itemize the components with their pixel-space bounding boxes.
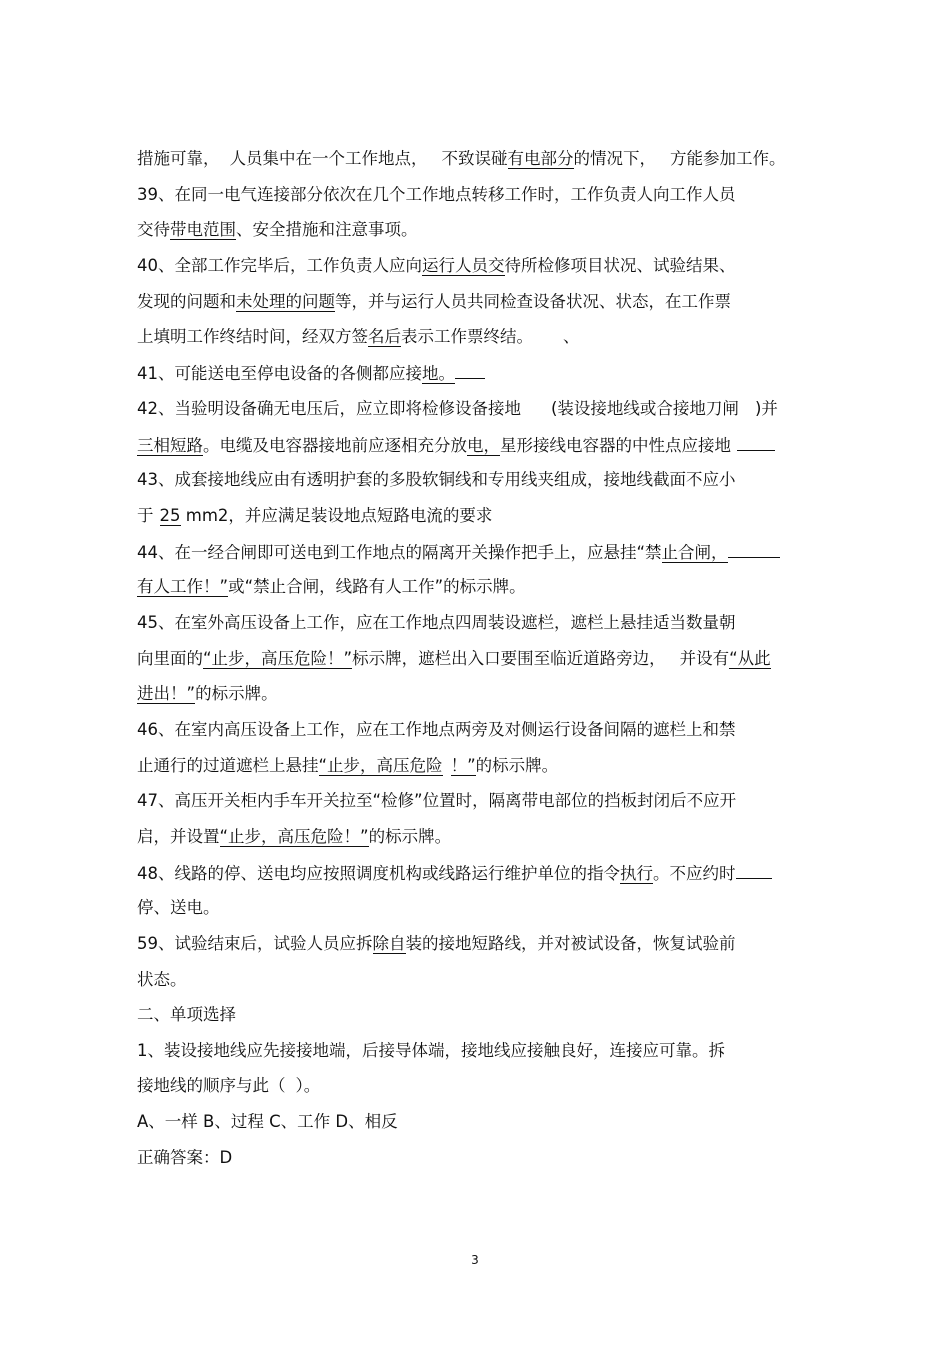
text-line: [137, 1074, 320, 1098]
fill-in-blank: [736, 861, 772, 879]
text-segment: 47、高压开关柜内手车开关拉至“检修”位置时，隔离带电部位的挡板封闭后不应开: [137, 791, 737, 810]
text-segment: 的标示牌。: [195, 684, 278, 703]
text-segment: 启，并设置: [137, 827, 220, 846]
text-segment: 接地线的顺序与此（: [137, 1076, 286, 1095]
text-segment: 人员集中在一个工作地点，: [229, 149, 428, 168]
text-line: [137, 968, 187, 992]
underlined-answer: ！”: [450, 756, 476, 775]
text-segment: 止通行的过道遮栏上悬挂: [137, 756, 319, 775]
text-segment: )并: [754, 399, 778, 418]
text-line: [137, 540, 780, 564]
text-segment: 40、全部工作完毕后，工作负责人应向: [137, 256, 422, 275]
text-line: [137, 611, 736, 635]
underlined-answer: 地。: [422, 364, 455, 383]
text-line: [137, 325, 580, 349]
text-segment: 。不应约时: [653, 864, 736, 883]
text-segment: 正确答案：D: [137, 1148, 233, 1167]
underlined-answer: 止合闸，: [661, 543, 728, 562]
underlined-answer: “止步，高压危险！”: [219, 827, 369, 846]
text-segment: 表示工作票终结。: [401, 327, 533, 346]
text-line: [137, 718, 736, 742]
text-segment: 45、在室外高压设备上工作，应在工作地点四周装设遮栏，遮栏上悬挂适当数量朝: [137, 613, 736, 632]
text-segment: 46、在室内高压设备上工作，应在工作地点两旁及对侧运行设备间隔的遮栏上和禁: [137, 720, 736, 739]
text-segment: 的标示牌。: [368, 827, 452, 846]
text-segment: 并设有: [679, 649, 730, 668]
text-line: [137, 468, 736, 492]
text-segment: 的情况下，: [573, 149, 656, 168]
text-segment: 41、可能送电至停电设备的各侧都应接: [137, 364, 422, 383]
underlined-answer: 除自: [372, 934, 406, 953]
text-segment: 交待: [137, 220, 170, 239]
text-line: [137, 754, 558, 778]
text-segment: ）。: [295, 1076, 321, 1095]
text-segment: 、: [563, 327, 580, 346]
text-segment: 59、试验结束后，试验人员应拆: [137, 934, 373, 953]
text-segment: 于: [137, 506, 154, 525]
underlined-answer: “止步，高压危险: [318, 756, 443, 775]
text-line: [137, 218, 418, 242]
text-line: [137, 254, 736, 278]
text-line: [137, 861, 772, 885]
fill-in-blank: [737, 433, 775, 451]
text-line: [137, 433, 775, 457]
underlined-answer: 有电部分: [507, 149, 574, 168]
text-line: [137, 361, 485, 385]
text-segment: 待所检修项目状况、试验结果、: [504, 256, 736, 275]
text-line: [137, 932, 736, 956]
text-line: [137, 1003, 236, 1027]
text-segment: 标示牌，遮栏出入口要围至临近道路旁边，: [352, 649, 666, 668]
text-line: [137, 575, 526, 599]
text-segment: 43、成套接地线应由有透明护套的多股软铜线和专用线夹组成，接地线截面不应小: [137, 470, 736, 489]
text-line: [137, 896, 220, 920]
text-line: [137, 1146, 232, 1170]
underlined-answer: 有人工作！”: [137, 577, 229, 596]
text-segment: 42、当验明设备确无电压后，应立即将检修设备接地: [137, 399, 521, 418]
text-line: [137, 290, 731, 314]
text-segment: 的标示牌。: [475, 756, 559, 775]
underlined-answer: 电，: [467, 436, 500, 455]
text-segment: 方能参加工作。: [670, 149, 786, 168]
text-line: [137, 1110, 398, 1134]
underlined-answer: 进出！”: [137, 684, 196, 703]
fill-in-blank: [455, 361, 485, 379]
text-segment: 或“禁止合闸，线路有人工作”的标示牌。: [228, 577, 526, 596]
text-segment: 措施可靠，: [137, 149, 220, 168]
text-segment: A、一样 B、过程 C、工作 D、相反: [137, 1112, 398, 1131]
text-segment: 不致误碰: [441, 149, 508, 168]
text-segment: 停、送电。: [137, 898, 220, 917]
fill-in-blank: [728, 540, 780, 558]
underlined-answer: 带电范围: [170, 220, 236, 239]
underlined-answer: 25: [159, 506, 181, 525]
text-segment: (装设接地线或合接地刀闸: [551, 399, 739, 418]
text-segment: 。电缆及电容器接地前应逐相充分放: [203, 436, 467, 455]
underlined-answer: 执行: [620, 864, 653, 883]
text-segment: 装的接地短路线，并对被试设备，恢复试验前: [405, 934, 736, 953]
text-segment: 二、单项选择: [137, 1005, 236, 1024]
text-line: [137, 789, 736, 813]
text-line: [137, 647, 771, 671]
underlined-answer: 运行人员交: [422, 256, 505, 275]
underlined-answer: 未处理的问题: [236, 292, 335, 311]
text-line: [137, 147, 786, 171]
text-line: [137, 1039, 725, 1063]
page-number: 3: [471, 1253, 479, 1267]
text-line: [137, 183, 736, 207]
text-segment: 1、装设接地线应先接接地端，后接导体端，接地线应接触良好，连接应可靠。拆: [137, 1041, 725, 1060]
text-segment: mm2，并应满足装设地点短路电流的要求: [180, 506, 493, 525]
text-segment: 状态。: [137, 970, 187, 989]
text-segment: 向里面的: [137, 649, 203, 668]
text-segment: 39、在同一电气连接部分依次在几个工作地点转移工作时，工作负责人向工作人员: [137, 185, 736, 204]
text-segment: 星形接线电容器的中性点应接地: [500, 436, 731, 455]
text-segment: 44、在一经合闸即可送电到工作地点的隔离开关操作把手上，应悬挂“禁: [137, 543, 662, 562]
text-line: [137, 825, 451, 849]
text-line: [137, 397, 778, 421]
underlined-answer: 名后: [368, 327, 401, 346]
underlined-answer: “从此: [729, 649, 771, 668]
text-line: [137, 682, 278, 706]
underlined-answer: “止步，高压危险！”: [203, 649, 353, 668]
text-segment: 等，并与运行人员共同检查设备状况、状态，在工作票: [335, 292, 731, 311]
text-line: [137, 504, 492, 528]
text-segment: 发现的问题和: [137, 292, 236, 311]
text-segment: 上填明工作终结时间，经双方签: [137, 327, 368, 346]
underlined-answer: 三相短路: [137, 436, 203, 455]
text-segment: 、安全措施和注意事项。: [236, 220, 418, 239]
text-segment: 48、线路的停、送电均应按照调度机构或线路运行维护单位的指令: [137, 864, 620, 883]
